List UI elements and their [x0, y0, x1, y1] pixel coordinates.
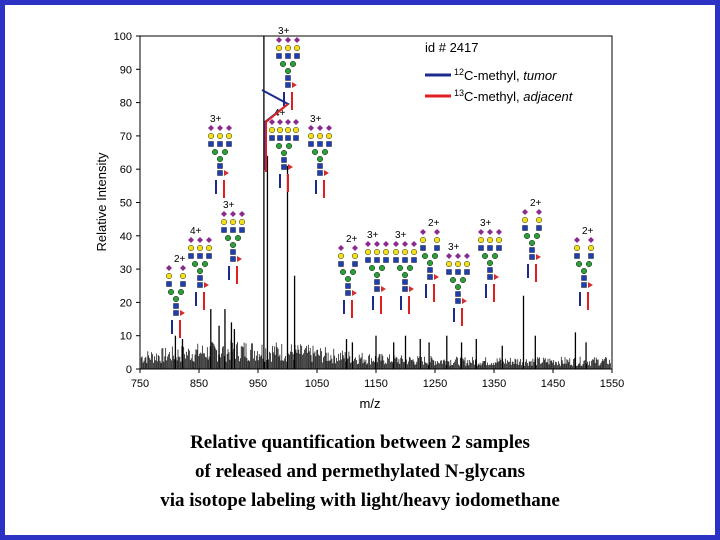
glcnac-square	[447, 270, 452, 275]
glcnac-square	[318, 171, 323, 176]
galactose-circle	[277, 127, 283, 133]
fucose-triangle	[381, 286, 386, 292]
legend-entry-tumor	[454, 67, 557, 83]
galactose-circle	[393, 249, 399, 255]
galactose-circle	[588, 245, 594, 251]
glcnac-square	[198, 254, 203, 259]
galactose-circle	[285, 127, 291, 133]
glycan-structure	[478, 218, 502, 280]
sialic-diamond	[446, 253, 452, 259]
mannose-circle	[317, 156, 323, 162]
mannose-circle	[369, 265, 375, 271]
galactose-circle	[496, 237, 502, 243]
glcnac-square	[339, 262, 344, 267]
glcnac-square	[394, 258, 399, 263]
sialic-diamond	[365, 241, 371, 247]
glcnac-square	[286, 54, 291, 59]
mannose-circle	[340, 269, 346, 275]
glcnac-square	[295, 54, 300, 59]
glcnac-square	[218, 142, 223, 147]
mannose-circle	[285, 68, 291, 74]
legend-title: id # 2417	[425, 40, 479, 55]
glcnac-square	[318, 142, 323, 147]
sialic-diamond	[217, 125, 223, 131]
x-axis-title: m/z	[359, 396, 381, 411]
glcnac-square	[488, 268, 493, 273]
mannose-circle	[379, 265, 385, 271]
sialic-diamond	[464, 253, 470, 259]
glcnac-square	[277, 54, 282, 59]
charge-label: 3+	[448, 242, 460, 253]
glycan-structure	[166, 254, 186, 316]
glcnac-square	[412, 258, 417, 263]
mannose-circle	[487, 260, 493, 266]
mannose-circle	[312, 149, 318, 155]
legend-isotope-12: 12	[454, 67, 465, 77]
charge-label: 3+	[278, 26, 290, 37]
charge-label: 4+	[274, 108, 286, 119]
x-tick-label: 950	[248, 378, 268, 390]
sialic-diamond	[588, 237, 594, 243]
glcnac-square	[189, 254, 194, 259]
glcnac-square	[346, 284, 351, 289]
glcnac-square	[167, 282, 172, 287]
y-tick-label: 80	[119, 97, 132, 110]
sialic-diamond	[383, 241, 389, 247]
glcnac-square	[181, 282, 186, 287]
galactose-circle	[317, 133, 323, 139]
legend-entry-adjacent	[454, 88, 574, 104]
glcnac-square	[435, 246, 440, 251]
glcnac-square	[421, 246, 426, 251]
sialic-diamond	[221, 211, 227, 217]
mannose-circle	[225, 235, 231, 241]
mannose-circle	[581, 268, 587, 274]
legend	[425, 40, 574, 104]
mannose-circle	[345, 276, 351, 282]
glcnac-square	[240, 228, 245, 233]
legend-sample-tumor: tumor	[523, 68, 557, 83]
sialic-diamond	[326, 125, 332, 131]
fucose-triangle	[237, 256, 242, 262]
y-tick-label: 40	[119, 230, 132, 243]
sialic-diamond	[166, 265, 172, 271]
glycan-structure	[269, 108, 299, 170]
fucose-triangle	[288, 164, 293, 170]
mannose-circle	[173, 296, 179, 302]
fucose-triangle	[180, 310, 185, 316]
glcnac-square	[222, 228, 227, 233]
glcnac-square	[375, 280, 380, 285]
sialic-diamond	[374, 241, 380, 247]
charge-label: 2+	[582, 226, 594, 237]
sialic-diamond	[393, 241, 399, 247]
galactose-circle	[574, 245, 580, 251]
charge-label: 3+	[310, 114, 322, 125]
mannose-circle	[460, 277, 466, 283]
sialic-diamond	[402, 241, 408, 247]
galactose-circle	[352, 253, 358, 259]
glcnac-square	[227, 142, 232, 147]
y-tick-label: 90	[119, 64, 132, 77]
x-tick-label: 1150	[364, 378, 388, 390]
mannose-circle	[450, 277, 456, 283]
y-tick-label: 30	[119, 264, 132, 277]
mannose-circle	[586, 261, 592, 267]
fucose-triangle	[434, 274, 439, 280]
caption-line-3: via isotope labeling with light/heavy iodomethane	[160, 490, 560, 511]
sialic-diamond	[536, 209, 542, 215]
mannose-circle	[280, 61, 286, 67]
glcnac-square	[174, 304, 179, 309]
glcnac-square	[198, 283, 203, 288]
charge-label: 3+	[223, 200, 235, 211]
mannose-circle	[529, 240, 535, 246]
sialic-diamond	[487, 229, 493, 235]
y-axis-title: Relative Intensity	[94, 152, 109, 252]
galactose-circle	[522, 217, 528, 223]
glcnac-square	[575, 254, 580, 259]
fucose-triangle	[224, 170, 229, 176]
galactose-circle	[294, 45, 300, 51]
y-tick-label: 0	[125, 364, 132, 376]
glcnac-square	[366, 258, 371, 263]
caption-line-2: of released and permethylated N-glycans	[194, 461, 525, 482]
galactose-circle	[285, 45, 291, 51]
charge-label: 2+	[174, 254, 186, 265]
galactose-circle	[402, 249, 408, 255]
glycan-structure	[188, 226, 212, 288]
fucose-triangle	[462, 298, 467, 304]
mannose-circle	[290, 61, 296, 67]
x-tick-label: 1450	[540, 378, 566, 390]
glcnac-square	[286, 83, 291, 88]
mannose-circle	[407, 265, 413, 271]
y-tick-label: 50	[119, 197, 132, 210]
mannose-circle	[422, 253, 428, 259]
glcnac-square	[270, 136, 275, 141]
glcnac-square	[375, 258, 380, 263]
glcnac-square	[375, 287, 380, 292]
galactose-circle	[188, 245, 194, 251]
glcnac-square	[582, 276, 587, 281]
galactose-circle	[487, 237, 493, 243]
mannose-circle	[350, 269, 356, 275]
glcnac-square	[174, 311, 179, 316]
galactose-circle	[276, 45, 282, 51]
glcnac-square	[428, 268, 433, 273]
galactose-circle	[536, 217, 542, 223]
sialic-diamond	[522, 209, 528, 215]
glcnac-square	[523, 226, 528, 231]
galactose-circle	[180, 273, 186, 279]
galactose-circle	[197, 245, 203, 251]
glcnac-square	[278, 136, 283, 141]
sialic-diamond	[478, 229, 484, 235]
glcnac-square	[327, 142, 332, 147]
glycan-structure	[221, 200, 245, 262]
glycan-structure	[574, 226, 594, 288]
glcnac-square	[209, 142, 214, 147]
galactose-circle	[206, 245, 212, 251]
sialic-diamond	[197, 237, 203, 243]
sialic-diamond	[434, 229, 440, 235]
mannose-circle	[492, 253, 498, 259]
galactose-circle	[411, 249, 417, 255]
sialic-diamond	[317, 125, 323, 131]
galactose-circle	[208, 133, 214, 139]
x-tick-label: 1550	[599, 378, 625, 390]
glcnac-square	[530, 248, 535, 253]
glcnac-square	[582, 283, 587, 288]
glcnac-square	[537, 226, 542, 231]
mannose-circle	[197, 268, 203, 274]
sialic-diamond	[455, 253, 461, 259]
glcnac-square	[530, 255, 535, 260]
sialic-diamond	[239, 211, 245, 217]
glcnac-square	[231, 228, 236, 233]
glcnac-square	[456, 299, 461, 304]
glcnac-square	[488, 246, 493, 251]
galactose-circle	[221, 219, 227, 225]
x-tick-label: 1250	[422, 378, 448, 390]
glcnac-square	[282, 165, 287, 170]
glcnac-square	[428, 275, 433, 280]
galactose-circle	[293, 127, 299, 133]
fucose-triangle	[292, 82, 297, 88]
sialic-diamond	[188, 237, 194, 243]
y-tick-label: 70	[119, 130, 132, 143]
galactose-circle	[478, 237, 484, 243]
mannose-circle	[482, 253, 488, 259]
mannose-circle	[374, 272, 380, 278]
y-tick-label: 10	[119, 330, 132, 343]
sialic-diamond	[208, 125, 214, 131]
axes	[114, 31, 625, 390]
sialic-diamond	[276, 37, 282, 43]
sialic-diamond	[285, 37, 291, 43]
glcnac-square	[403, 280, 408, 285]
glcnac-square	[456, 270, 461, 275]
mannose-circle	[202, 261, 208, 267]
galactose-circle	[464, 261, 470, 267]
y-tick-label: 20	[119, 297, 132, 310]
fucose-triangle	[409, 286, 414, 292]
glcnac-square	[318, 164, 323, 169]
mannose-circle	[524, 233, 530, 239]
sialic-diamond	[420, 229, 426, 235]
glcnac-square	[403, 287, 408, 292]
mannose-circle	[534, 233, 540, 239]
mannose-circle	[432, 253, 438, 259]
charge-label: 2+	[346, 234, 358, 245]
charge-label: 3+	[210, 114, 222, 125]
glcnac-square	[384, 258, 389, 263]
charge-label: 2+	[428, 218, 440, 229]
galactose-circle	[420, 237, 426, 243]
galactose-circle	[434, 237, 440, 243]
legend-label-13: C-methyl,	[464, 89, 524, 104]
glcnac-square	[346, 291, 351, 296]
x-tick-label: 1050	[304, 378, 330, 390]
mannose-circle	[192, 261, 198, 267]
sialic-diamond	[574, 237, 580, 243]
fucose-triangle	[324, 170, 329, 176]
galactose-circle	[374, 249, 380, 255]
glycan-structure	[276, 26, 300, 88]
glcnac-square	[456, 292, 461, 297]
glycan-structure	[446, 242, 470, 304]
slide-caption	[0, 428, 720, 515]
fucose-triangle	[204, 282, 209, 288]
legend-label-12: C-methyl,	[464, 68, 524, 83]
x-tick-label: 850	[189, 378, 209, 390]
y-tick-label: 60	[119, 164, 132, 177]
mannose-circle	[322, 149, 328, 155]
charge-label: 4+	[190, 226, 202, 237]
galactose-circle	[365, 249, 371, 255]
glycan-structure	[420, 218, 440, 280]
glycan-structure	[522, 198, 542, 260]
mannose-circle	[222, 149, 228, 155]
sialic-diamond	[180, 265, 186, 271]
x-tick-label: 1350	[481, 378, 507, 390]
glcnac-square	[353, 262, 358, 267]
glcnac-square	[479, 246, 484, 251]
mannose-circle	[276, 143, 282, 149]
glcnac-square	[282, 158, 287, 163]
glycan-structure	[365, 230, 389, 292]
galactose-circle	[326, 133, 332, 139]
legend-sample-adjacent: adjacent	[523, 89, 573, 104]
fucose-triangle	[352, 290, 357, 296]
glcnac-square	[218, 171, 223, 176]
mannose-circle	[397, 265, 403, 271]
glcnac-square	[198, 276, 203, 281]
mannose-circle	[217, 156, 223, 162]
mannose-circle	[427, 260, 433, 266]
sialic-diamond	[294, 37, 300, 43]
charge-label: 2+	[530, 198, 542, 209]
mannose-circle	[212, 149, 218, 155]
glcnac-square	[589, 254, 594, 259]
mannose-circle	[402, 272, 408, 278]
glcnac-square	[403, 258, 408, 263]
galactose-circle	[308, 133, 314, 139]
x-tick-label: 750	[130, 378, 150, 390]
glcnac-square	[309, 142, 314, 147]
charge-label: 3+	[367, 230, 379, 241]
galactose-circle	[226, 133, 232, 139]
glcnac-square	[488, 275, 493, 280]
galactose-circle	[166, 273, 172, 279]
glycan-structure	[393, 230, 417, 292]
peak-series	[175, 36, 586, 369]
mannose-circle	[235, 235, 241, 241]
sialic-diamond	[226, 125, 232, 131]
galactose-circle	[383, 249, 389, 255]
mannose-circle	[178, 289, 184, 295]
glcnac-square	[207, 254, 212, 259]
glcnac-square	[286, 76, 291, 81]
glycan-structure	[308, 114, 332, 176]
galactose-circle	[446, 261, 452, 267]
galactose-circle	[230, 219, 236, 225]
sialic-diamond	[230, 211, 236, 217]
sialic-diamond	[293, 119, 299, 125]
sialic-diamond	[308, 125, 314, 131]
mannose-circle	[455, 284, 461, 290]
galactose-circle	[217, 133, 223, 139]
glycan-structure	[338, 234, 358, 296]
glcnac-square	[286, 136, 291, 141]
mannose-circle	[281, 150, 287, 156]
glcnac-square	[231, 250, 236, 255]
sialic-diamond	[338, 245, 344, 251]
sialic-diamond	[352, 245, 358, 251]
fucose-triangle	[536, 254, 541, 260]
mannose-circle	[576, 261, 582, 267]
fucose-triangle	[494, 274, 499, 280]
caption-line-1: Relative quantification between 2 samples	[190, 432, 530, 453]
fucose-triangle	[588, 282, 593, 288]
sialic-diamond	[411, 241, 417, 247]
charge-label: 3+	[480, 218, 492, 229]
mannose-circle	[230, 242, 236, 248]
galactose-circle	[269, 127, 275, 133]
glcnac-square	[231, 257, 236, 262]
mannose-circle	[286, 143, 292, 149]
sialic-diamond	[496, 229, 502, 235]
sialic-diamond	[277, 119, 283, 125]
mannose-circle	[168, 289, 174, 295]
glycan-structure	[208, 114, 232, 176]
galactose-circle	[455, 261, 461, 267]
sialic-diamond	[206, 237, 212, 243]
glcnac-square	[294, 136, 299, 141]
sialic-diamond	[285, 119, 291, 125]
glcnac-square	[497, 246, 502, 251]
glcnac-square	[218, 164, 223, 169]
legend-isotope-13: 13	[454, 88, 465, 98]
glcnac-square	[465, 270, 470, 275]
galactose-circle	[338, 253, 344, 259]
y-tick-label: 100	[113, 31, 132, 43]
charge-label: 3+	[395, 230, 407, 241]
galactose-circle	[239, 219, 245, 225]
